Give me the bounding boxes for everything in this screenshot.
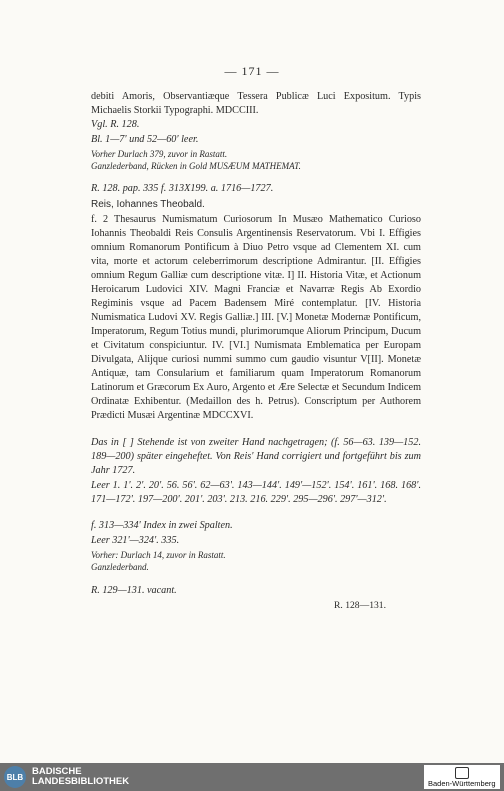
library-name-line1: BADISCHE: [32, 766, 82, 777]
empty-leaves-1: Leer 1. 1'. 2'. 20'. 56. 56'. 62—63'. 143—144'. 149'—152'. 154'. 161'. 168. 168'. 171—172'. 197—200'. 201'. 203'. 213. 216. 229'. 295—296'. 297'—312'.: [91, 480, 421, 505]
hand-note: Das in [ ] Stehende ist von zweiter Hand nachgetragen; (f. 56—63. 139—152. 189—200) später eingeheftet. Von Reis' Hand corrigiert und fortgeführt bis zum Jahr 1727.: [91, 437, 421, 476]
author-name: Reis, Iohannes Theobald.: [91, 199, 205, 210]
baden-wuerttemberg-label: Baden-Württemberg: [428, 779, 496, 788]
provenance-note-1: Vorher Durlach 379, zuvor in Rastatt.: [91, 149, 228, 159]
library-name: [32, 767, 129, 787]
index-note: f. 313—334' Index in zwei Spalten.: [91, 520, 233, 531]
coat-of-arms-icon: [455, 767, 469, 779]
empty-leaves-2: Leer 321'—324'. 335.: [91, 535, 180, 546]
paragraph-1: debiti Amoris, Observantiæque Tessera Publicæ Luci Expositum. Typis Michaelis Storkii Typographi. MDCCIII.: [91, 91, 421, 116]
binding-note-1: Ganzlederband, Rücken in Gold MUSÆUM MATHEMAT.: [91, 161, 301, 171]
leaf-note: Bl. 1—7' und 52—60' leer.: [91, 134, 199, 145]
thesaurus-paragraph: f. 2 Thesaurus Numismatum Curiosorum In Musæo Mathematico Curioso Iohannis Theobaldi Reis Consulis Argentinensis Reservatorum. Vbi I. Effigies omnium Romanorum Pontificum à Diuo Petro vsque ad Clementem XI. cum vita, morte et actorum celeberrimorum descriptione Admirantur. [II. Effigies omnium Regum Galliæ cum descriptione vitæ. I] II. Historia Vitæ, et Actionum Heroicarum Ludovici XIV. Magni Franciæ et Navarræ Regis Ab Exordio Regiminis vsque ad Pacem Badensem Miré contemplatur. [IV. Historia Numismatica Ludovi XV. Regis Galliæ.] III. [V.] Monetæ Modernæ Pontificum, Imperatorum, Regum Totius mundi, plurimorumque Aliorum Principum, Ducum et Civitatum conspiciuntur. IV. [VI.] Numismata Emblematica per Europam Divulgata, Alijque curiosi nummi summo cum gaudio visuntur V[II]. Monetæ Antiquæ, tam Consularium et familiarum quam Imperatorum Romanorum Latinorum et Græcorum Ex Auro, Argento et Ære Selectæ et Secundum Indicem Ordinatæ Exhibentur. (Medaillon des h. Petrus). Conscriptum per Authorem Prædicti Musæi Argentinæ MDCCXVI.: [91, 214, 421, 421]
baden-wuerttemberg-logo: [424, 765, 500, 789]
provenance-note-2: Vorher: Durlach 14, zuvor in Rastatt.: [91, 550, 226, 560]
footer-bar: [0, 763, 504, 791]
vacant-note: R. 129—131. vacant.: [91, 585, 177, 596]
blb-logo: BLB: [4, 766, 26, 788]
page-number: — 171 —: [224, 64, 280, 78]
vgl-note: Vgl. R. 128.: [91, 119, 140, 130]
library-name-line2: LANDESBIBLIOTHEK: [32, 776, 130, 787]
binding-note-2: Ganzlederband.: [91, 562, 149, 572]
range-reference: R. 128—131.: [334, 600, 386, 611]
record-heading-r128: R. 128. pap. 335 f. 313X199. a. 1716—1727.: [91, 183, 274, 194]
